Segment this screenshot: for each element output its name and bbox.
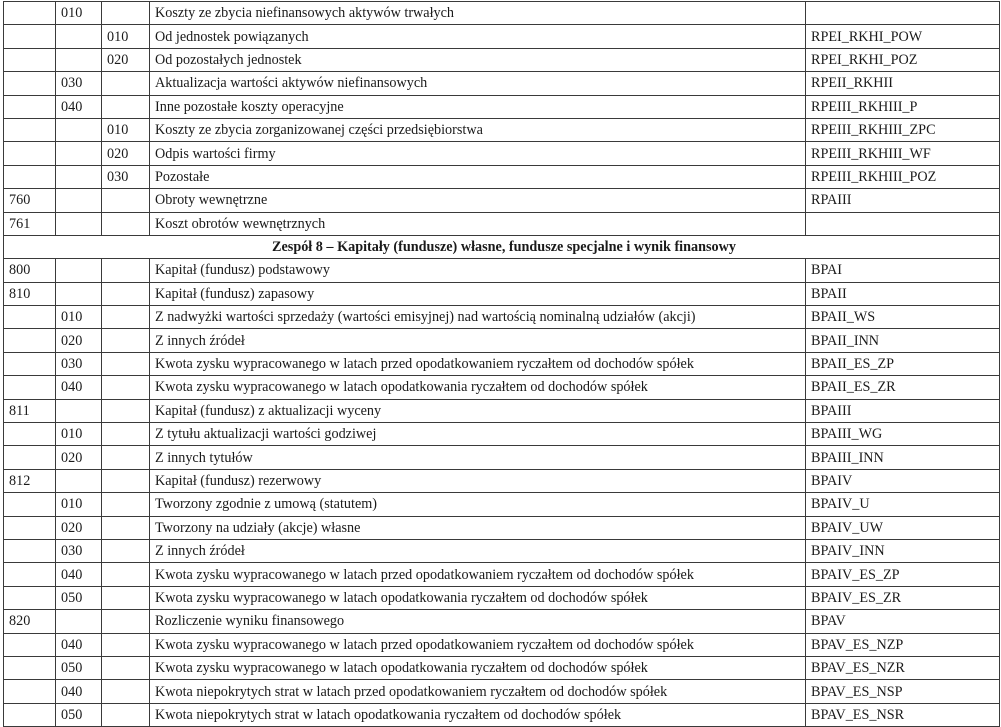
table-row xyxy=(4,446,1000,469)
account-code-cell: BPAV_ES_NSR xyxy=(806,703,1000,726)
table-row xyxy=(4,680,1000,703)
sub-account-cell: 040 xyxy=(56,95,102,118)
table-body-after-section xyxy=(4,259,1000,727)
table-row xyxy=(4,563,1000,586)
account-code-cell: RPEI_RKHI_POZ xyxy=(806,48,1000,71)
account-code-cell: BPAII_WS xyxy=(806,306,1000,329)
account-name-cell: Kwota niepokrytych strat w latach przed opodatkowaniem ryczałtem od dochodów spółek xyxy=(150,680,806,703)
account-name-cell: Z tytułu aktualizacji wartości godziwej xyxy=(150,423,806,446)
sub-sub-account-cell xyxy=(102,282,150,305)
table-row xyxy=(4,423,1000,446)
account-code-cell: RPAIII xyxy=(806,189,1000,212)
account-name-cell: Odpis wartości firmy xyxy=(150,142,806,165)
account-name-cell: Pozostałe xyxy=(150,165,806,188)
account-code-cell: BPAIV_U xyxy=(806,493,1000,516)
account-number-cell xyxy=(4,72,56,95)
account-code-cell: BPAV_ES_NZP xyxy=(806,633,1000,656)
table-row xyxy=(4,118,1000,141)
sub-account-cell xyxy=(56,25,102,48)
sub-account-cell xyxy=(56,212,102,235)
sub-sub-account-cell xyxy=(102,493,150,516)
account-number-cell xyxy=(4,563,56,586)
sub-account-cell: 010 xyxy=(56,423,102,446)
table-row xyxy=(4,189,1000,212)
account-number-cell xyxy=(4,539,56,562)
sub-account-cell: 030 xyxy=(56,352,102,375)
account-name-cell: Tworzony na udziały (akcje) własne xyxy=(150,516,806,539)
sub-account-cell: 040 xyxy=(56,633,102,656)
sub-account-cell: 040 xyxy=(56,376,102,399)
sub-account-cell xyxy=(56,610,102,633)
table-row xyxy=(4,586,1000,609)
table-row xyxy=(4,469,1000,492)
account-code-cell: RPEIII_RKHIII_ZPC xyxy=(806,118,1000,141)
account-name-cell: Kapitał (fundusz) zapasowy xyxy=(150,282,806,305)
sub-sub-account-cell: 010 xyxy=(102,25,150,48)
sub-account-cell xyxy=(56,189,102,212)
section-title-row xyxy=(4,235,1000,258)
account-code-cell: RPEIII_RKHIII_P xyxy=(806,95,1000,118)
sub-account-cell xyxy=(56,142,102,165)
sub-sub-account-cell xyxy=(102,352,150,375)
account-number-cell: 820 xyxy=(4,610,56,633)
account-code-cell: BPAIV_INN xyxy=(806,539,1000,562)
sub-account-cell xyxy=(56,282,102,305)
account-code-cell: BPAIV_UW xyxy=(806,516,1000,539)
sub-account-cell: 020 xyxy=(56,329,102,352)
sub-sub-account-cell xyxy=(102,329,150,352)
account-number-cell xyxy=(4,493,56,516)
account-code-cell: BPAV xyxy=(806,610,1000,633)
sub-sub-account-cell xyxy=(102,539,150,562)
account-code-cell: BPAII_INN xyxy=(806,329,1000,352)
table-row xyxy=(4,656,1000,679)
sub-sub-account-cell xyxy=(102,633,150,656)
account-number-cell xyxy=(4,48,56,71)
account-number-cell xyxy=(4,118,56,141)
sub-account-cell xyxy=(56,399,102,422)
sub-sub-account-cell xyxy=(102,703,150,726)
table-row xyxy=(4,25,1000,48)
table-body-before-section xyxy=(4,2,1000,236)
sub-account-cell: 020 xyxy=(56,516,102,539)
account-name-cell: Z innych tytułów xyxy=(150,446,806,469)
sub-sub-account-cell xyxy=(102,586,150,609)
account-code-cell: RPEII_RKHII xyxy=(806,72,1000,95)
sub-account-cell: 010 xyxy=(56,2,102,25)
account-name-cell: Z innych źródeł xyxy=(150,329,806,352)
account-code-cell: RPEIII_RKHIII_POZ xyxy=(806,165,1000,188)
table-row xyxy=(4,329,1000,352)
account-code-cell: BPAV_ES_NZR xyxy=(806,656,1000,679)
account-number-cell: 810 xyxy=(4,282,56,305)
sub-sub-account-cell xyxy=(102,2,150,25)
account-number-cell xyxy=(4,633,56,656)
account-number-cell xyxy=(4,95,56,118)
account-name-cell: Kapitał (fundusz) podstawowy xyxy=(150,259,806,282)
table-row xyxy=(4,2,1000,25)
sub-account-cell: 040 xyxy=(56,563,102,586)
sub-sub-account-cell: 020 xyxy=(102,48,150,71)
sub-account-cell: 010 xyxy=(56,493,102,516)
account-number-cell xyxy=(4,656,56,679)
account-name-cell: Kapitał (fundusz) z aktualizacji wyceny xyxy=(150,399,806,422)
account-code-cell: BPAIII xyxy=(806,399,1000,422)
sub-sub-account-cell xyxy=(102,306,150,329)
account-name-cell: Kwota zysku wypracowanego w latach przed opodatkowaniem ryczałtem od dochodów spółek xyxy=(150,563,806,586)
table-row xyxy=(4,282,1000,305)
sub-sub-account-cell xyxy=(102,259,150,282)
sub-sub-account-cell: 010 xyxy=(102,118,150,141)
account-code-cell: BPAIII_INN xyxy=(806,446,1000,469)
account-number-cell xyxy=(4,586,56,609)
chart-of-accounts-table xyxy=(3,1,1000,727)
account-name-cell: Kwota zysku wypracowanego w latach opodatkowania ryczałtem od dochodów spółek xyxy=(150,586,806,609)
sub-sub-account-cell xyxy=(102,399,150,422)
account-name-cell: Od jednostek powiązanych xyxy=(150,25,806,48)
account-name-cell: Kwota niepokrytych strat w latach opodatkowania ryczałtem od dochodów spółek xyxy=(150,703,806,726)
sub-sub-account-cell: 020 xyxy=(102,142,150,165)
account-code-cell xyxy=(806,2,1000,25)
sub-sub-account-cell xyxy=(102,516,150,539)
table-row xyxy=(4,212,1000,235)
table-row xyxy=(4,95,1000,118)
table-row xyxy=(4,142,1000,165)
account-number-cell xyxy=(4,2,56,25)
sub-account-cell: 020 xyxy=(56,446,102,469)
account-number-cell xyxy=(4,703,56,726)
account-name-cell: Kwota zysku wypracowanego w latach opodatkowania ryczałtem od dochodów spółek xyxy=(150,376,806,399)
account-name-cell: Koszty ze zbycia zorganizowanej części przedsiębiorstwa xyxy=(150,118,806,141)
sub-account-cell xyxy=(56,259,102,282)
account-number-cell xyxy=(4,25,56,48)
table-row xyxy=(4,48,1000,71)
sub-account-cell: 040 xyxy=(56,680,102,703)
account-name-cell: Z nadwyżki wartości sprzedaży (wartości emisyjnej) nad wartością nominalną udziałów (akcji) xyxy=(150,306,806,329)
account-code-cell: BPAII_ES_ZR xyxy=(806,376,1000,399)
sub-sub-account-cell xyxy=(102,212,150,235)
account-name-cell: Inne pozostałe koszty operacyjne xyxy=(150,95,806,118)
sub-account-cell: 050 xyxy=(56,586,102,609)
account-name-cell: Rozliczenie wyniku finansowego xyxy=(150,610,806,633)
account-number-cell: 760 xyxy=(4,189,56,212)
account-code-cell: BPAIII_WG xyxy=(806,423,1000,446)
table-row xyxy=(4,259,1000,282)
account-code-cell: BPAIV_ES_ZR xyxy=(806,586,1000,609)
account-name-cell: Z innych źródeł xyxy=(150,539,806,562)
account-number-cell: 811 xyxy=(4,399,56,422)
sub-account-cell: 050 xyxy=(56,703,102,726)
account-number-cell xyxy=(4,423,56,446)
table-row xyxy=(4,493,1000,516)
account-name-cell: Kapitał (fundusz) rezerwowy xyxy=(150,469,806,492)
account-name-cell: Aktualizacja wartości aktywów niefinansowych xyxy=(150,72,806,95)
table-row xyxy=(4,352,1000,375)
sub-account-cell xyxy=(56,48,102,71)
sub-sub-account-cell xyxy=(102,563,150,586)
table-row xyxy=(4,703,1000,726)
table-row xyxy=(4,306,1000,329)
table-row xyxy=(4,72,1000,95)
table-row xyxy=(4,165,1000,188)
account-number-cell: 761 xyxy=(4,212,56,235)
account-number-cell: 800 xyxy=(4,259,56,282)
account-number-cell xyxy=(4,165,56,188)
account-code-cell: BPAI xyxy=(806,259,1000,282)
account-number-cell: 812 xyxy=(4,469,56,492)
account-code-cell xyxy=(806,212,1000,235)
account-code-cell: BPAIV xyxy=(806,469,1000,492)
account-code-cell: RPEIII_RKHIII_WF xyxy=(806,142,1000,165)
table-row xyxy=(4,399,1000,422)
sub-account-cell: 030 xyxy=(56,539,102,562)
sub-sub-account-cell xyxy=(102,656,150,679)
account-name-cell: Obroty wewnętrzne xyxy=(150,189,806,212)
account-number-cell xyxy=(4,446,56,469)
sub-sub-account-cell xyxy=(102,610,150,633)
sub-sub-account-cell xyxy=(102,189,150,212)
account-name-cell: Kwota zysku wypracowanego w latach opodatkowania ryczałtem od dochodów spółek xyxy=(150,656,806,679)
table-section-header xyxy=(4,235,1000,258)
sub-account-cell xyxy=(56,165,102,188)
sub-sub-account-cell xyxy=(102,95,150,118)
account-number-cell xyxy=(4,329,56,352)
account-code-cell: RPEI_RKHI_POW xyxy=(806,25,1000,48)
sub-sub-account-cell xyxy=(102,72,150,95)
account-number-cell xyxy=(4,306,56,329)
sub-sub-account-cell xyxy=(102,446,150,469)
account-name-cell: Tworzony zgodnie z umową (statutem) xyxy=(150,493,806,516)
account-number-cell xyxy=(4,376,56,399)
account-name-cell: Koszt obrotów wewnętrznych xyxy=(150,212,806,235)
table-row xyxy=(4,633,1000,656)
sub-account-cell: 030 xyxy=(56,72,102,95)
sub-sub-account-cell xyxy=(102,680,150,703)
sub-sub-account-cell xyxy=(102,469,150,492)
sub-account-cell xyxy=(56,469,102,492)
account-name-cell: Kwota zysku wypracowanego w latach przed opodatkowaniem ryczałtem od dochodów spółek xyxy=(150,352,806,375)
table-row xyxy=(4,539,1000,562)
sub-sub-account-cell xyxy=(102,376,150,399)
account-number-cell xyxy=(4,352,56,375)
account-number-cell xyxy=(4,680,56,703)
sub-account-cell: 050 xyxy=(56,656,102,679)
account-code-cell: BPAII xyxy=(806,282,1000,305)
account-number-cell xyxy=(4,142,56,165)
sub-account-cell: 010 xyxy=(56,306,102,329)
account-number-cell xyxy=(4,516,56,539)
account-name-cell: Koszty ze zbycia niefinansowych aktywów trwałych xyxy=(150,2,806,25)
account-code-cell: BPAII_ES_ZP xyxy=(806,352,1000,375)
account-code-cell: BPAIV_ES_ZP xyxy=(806,563,1000,586)
sub-account-cell xyxy=(56,118,102,141)
table-row xyxy=(4,516,1000,539)
account-code-cell: BPAV_ES_NSP xyxy=(806,680,1000,703)
section-title: Zespół 8 – Kapitały (fundusze) własne, fundusze specjalne i wynik finansowy xyxy=(4,235,1000,258)
table-row xyxy=(4,610,1000,633)
table-row xyxy=(4,376,1000,399)
sub-sub-account-cell: 030 xyxy=(102,165,150,188)
account-name-cell: Kwota zysku wypracowanego w latach przed opodatkowaniem ryczałtem od dochodów spółek xyxy=(150,633,806,656)
account-name-cell: Od pozostałych jednostek xyxy=(150,48,806,71)
sub-sub-account-cell xyxy=(102,423,150,446)
